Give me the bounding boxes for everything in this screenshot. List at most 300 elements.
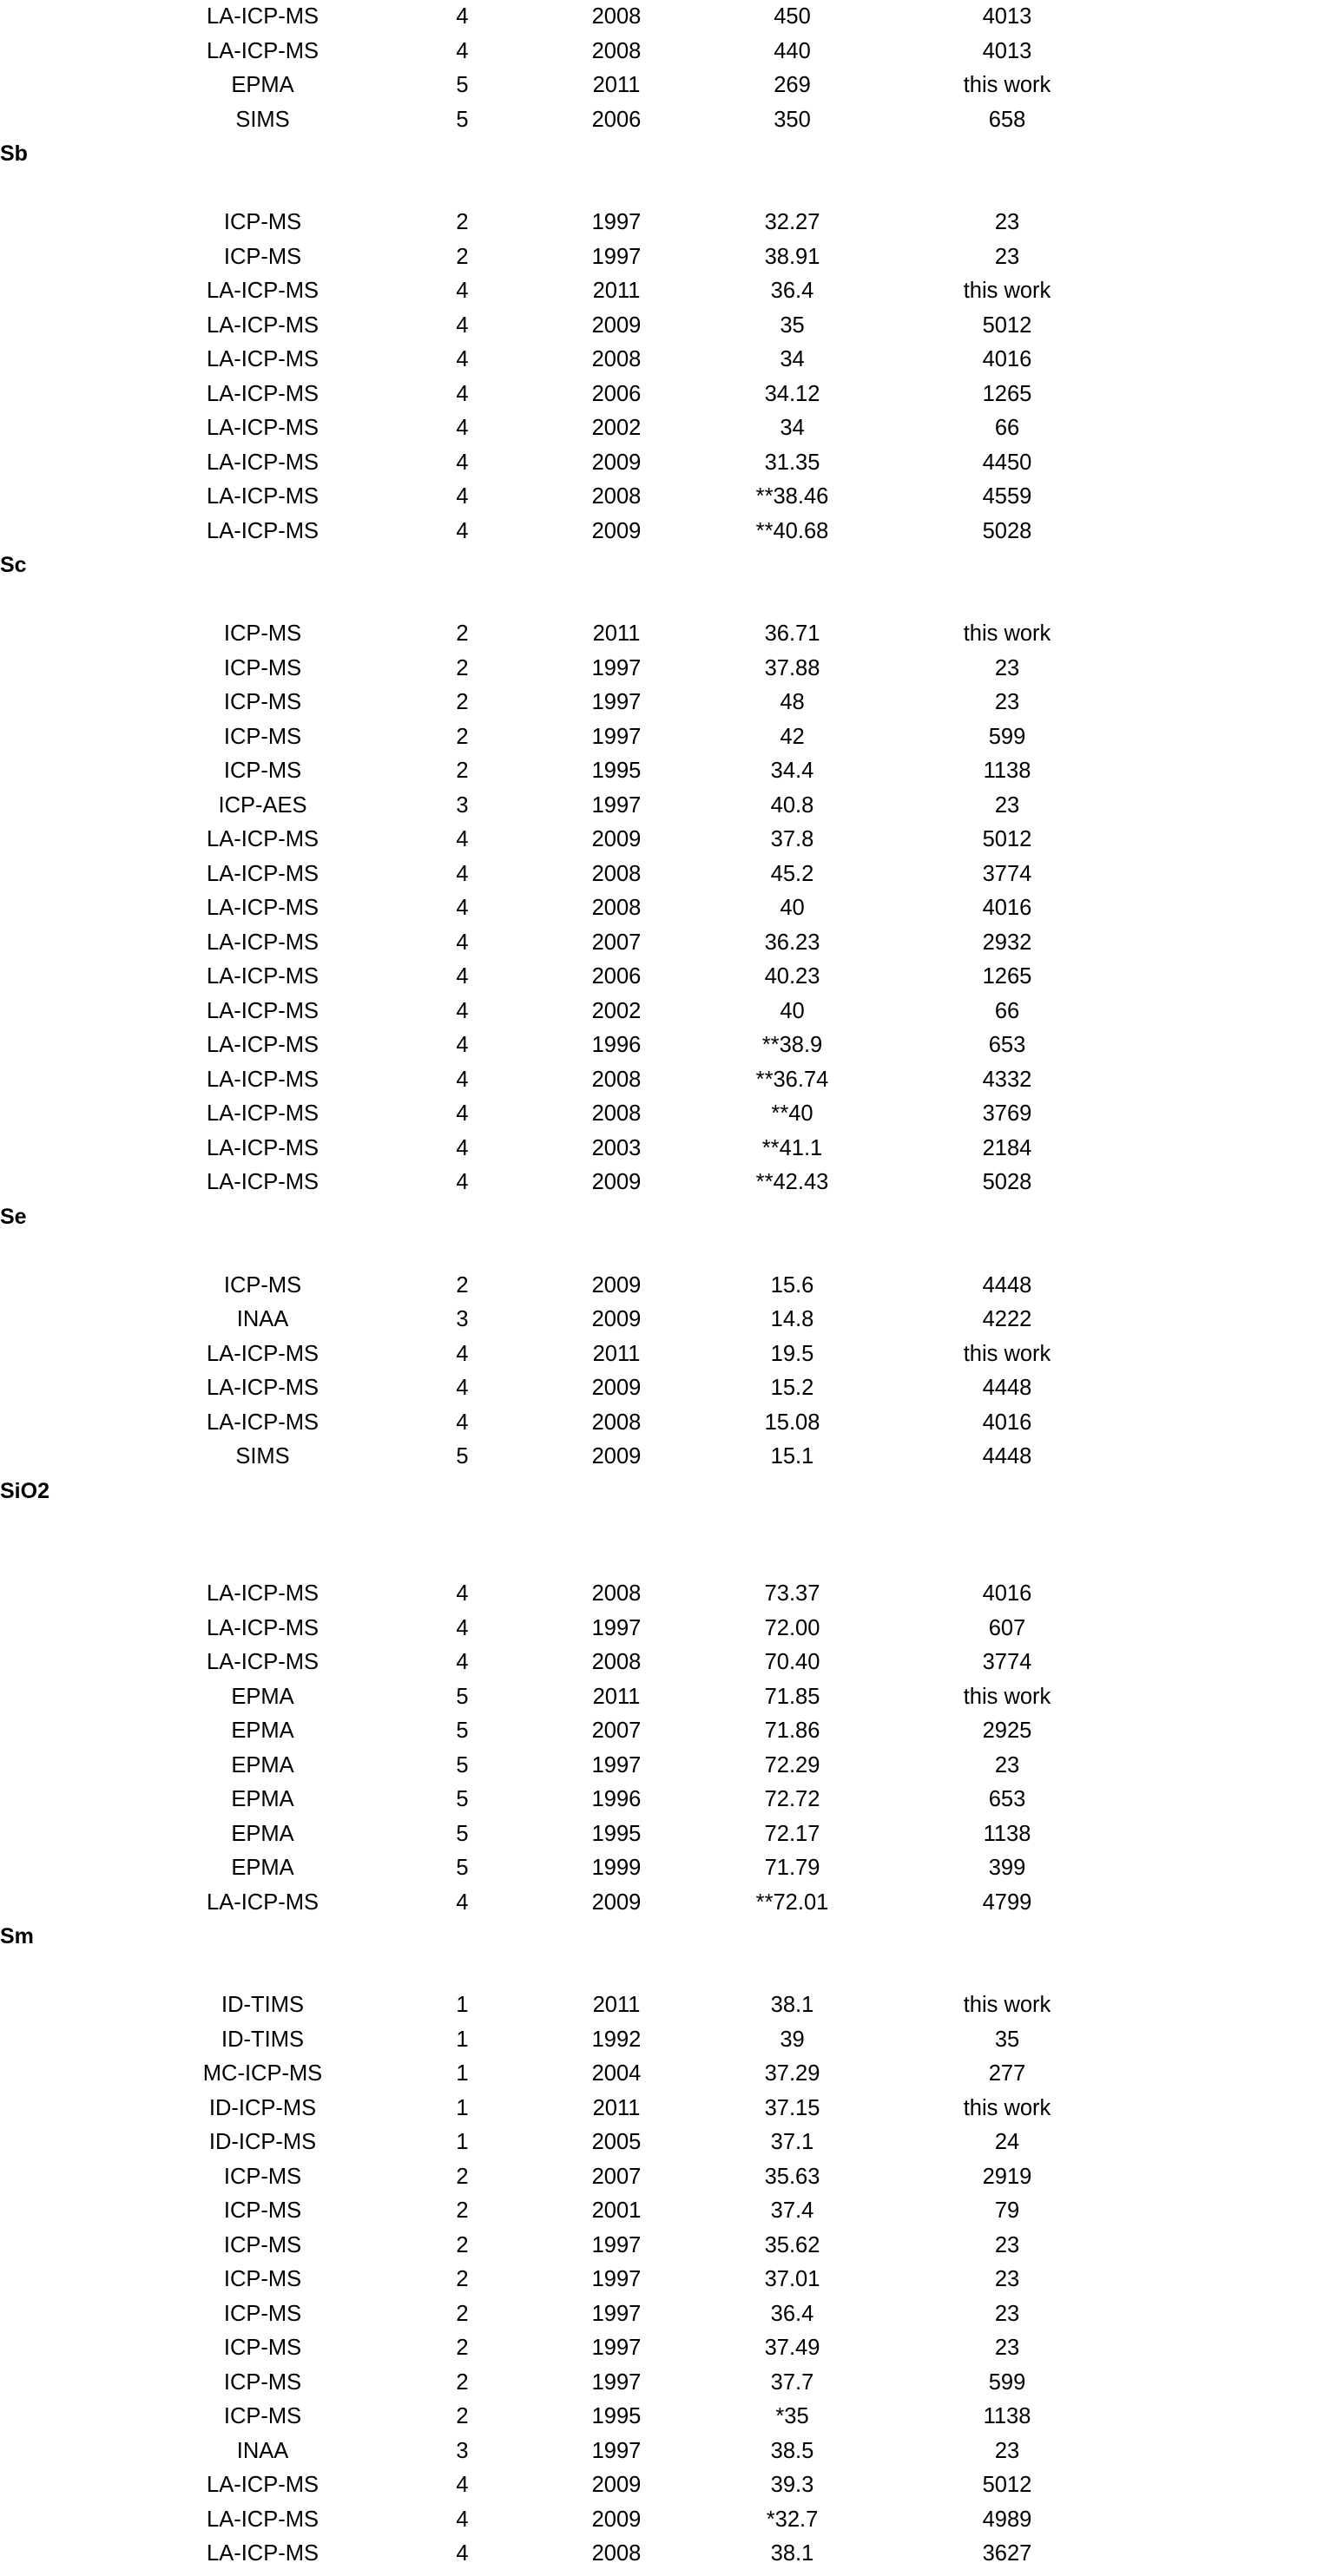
table-row (0, 1063, 1324, 1098)
reference-id (890, 549, 1124, 583)
measured-value: **38.46 (755, 484, 829, 509)
element-symbol (0, 2331, 139, 2366)
measured-value: 40.23 (764, 964, 820, 989)
method-group: 4 (456, 827, 469, 851)
right-margin-cell (1124, 1646, 1324, 1680)
table-row (0, 2126, 1324, 2160)
reference-id: 4332 (982, 1067, 1032, 1092)
method-group: 4 (456, 2473, 469, 2497)
element-symbol (0, 0, 139, 35)
analytical-method (139, 583, 386, 618)
element-symbol (0, 103, 139, 138)
reference-id: 4222 (982, 1307, 1032, 1331)
table-row (0, 2366, 1324, 2401)
method-group: 5 (456, 1718, 469, 1743)
measured-value: **40.68 (755, 518, 829, 543)
publication-year: 1997 (591, 2438, 642, 2463)
publication-year: 2007 (591, 930, 642, 955)
element-symbol (0, 480, 139, 515)
table-row (0, 2092, 1324, 2126)
publication-year: 2008 (591, 896, 642, 920)
analytical-method: LA-ICP-MS (207, 416, 319, 440)
reference-id (890, 1234, 1124, 1269)
reference-id: 4013 (982, 38, 1032, 63)
reference-id: this work (963, 73, 1051, 97)
measured-value: 40 (780, 998, 805, 1023)
table-row (0, 0, 1324, 35)
measured-value: 73.37 (764, 1581, 820, 1606)
analytical-method (139, 137, 386, 172)
element-symbol (0, 515, 139, 549)
reference-id: 399 (988, 1856, 1026, 1880)
analytical-method: LA-ICP-MS (207, 1650, 319, 1674)
method-group (386, 1955, 538, 1989)
right-margin-cell (1124, 2092, 1324, 2126)
measured-value: 34.12 (764, 381, 820, 406)
reference-id: 4448 (982, 1444, 1032, 1469)
analytical-method: ICP-MS (223, 2232, 302, 2257)
element-symbol (0, 2366, 139, 2401)
right-margin-cell (1124, 754, 1324, 789)
analytical-method: INAA (236, 2438, 289, 2463)
right-margin-cell (1124, 1303, 1324, 1337)
right-margin-cell (1124, 0, 1324, 35)
method-group: 4 (456, 1101, 469, 1126)
reference-id: 1265 (982, 381, 1032, 406)
reference-id: 2184 (982, 1135, 1032, 1160)
spacer-row (0, 583, 1324, 618)
table-row (0, 1337, 1324, 1372)
element-symbol (0, 1886, 139, 1921)
right-margin-cell (1124, 2263, 1324, 2297)
method-group: 1 (456, 2095, 469, 2120)
method-group: 4 (456, 1033, 469, 1057)
right-margin-cell (1124, 1543, 1324, 1578)
spacer-row (0, 1543, 1324, 1578)
element-symbol (0, 652, 139, 687)
table-row (0, 1714, 1324, 1749)
table-row (0, 858, 1324, 892)
analytical-method: LA-ICP-MS (207, 1889, 319, 1915)
element-symbol (0, 1406, 139, 1441)
reference-id (890, 1475, 1124, 1509)
right-margin-cell (1124, 652, 1324, 687)
table-row (0, 1440, 1324, 1475)
publication-year (538, 1200, 695, 1235)
element-symbol (0, 1851, 139, 1886)
element-symbol (0, 2229, 139, 2264)
publication-year (538, 1543, 695, 1578)
publication-year: 2005 (591, 2130, 642, 2154)
publication-year: 2004 (591, 2061, 642, 2086)
element-section-header-row (0, 137, 1324, 172)
analytical-method: LA-ICP-MS (207, 2541, 319, 2566)
method-group: 4 (456, 450, 469, 475)
publication-year: 2008 (591, 1581, 642, 1606)
measured-value: 15.08 (764, 1410, 820, 1435)
right-margin-cell (1124, 2194, 1324, 2229)
spacer-row (0, 172, 1324, 207)
element-symbol: Se (0, 1204, 27, 1229)
reference-id: 66 (994, 998, 1020, 1023)
publication-year: 2011 (592, 2095, 641, 2120)
method-group: 4 (456, 2507, 469, 2532)
reference-id: 4559 (982, 484, 1032, 509)
publication-year: 2009 (591, 1444, 642, 1469)
analytical-method (139, 1920, 386, 1955)
publication-year: 2006 (591, 381, 642, 406)
element-symbol (0, 1132, 139, 1166)
measured-value: 31.35 (764, 450, 820, 475)
publication-year: 2001 (591, 2198, 642, 2223)
right-margin-cell (1124, 1988, 1324, 2023)
analytical-method: LA-ICP-MS (207, 896, 319, 920)
publication-year: 1995 (591, 2404, 642, 2428)
right-margin-cell (1124, 2400, 1324, 2435)
analytical-method (139, 549, 386, 583)
reference-id: 5028 (982, 1170, 1032, 1194)
element-symbol (0, 446, 139, 481)
element-symbol (0, 378, 139, 412)
reference-id (890, 1920, 1124, 1955)
measured-value: 37.88 (764, 655, 820, 680)
method-group: 2 (456, 724, 469, 749)
analytical-method: LA-ICP-MS (207, 279, 319, 303)
publication-year: 1997 (591, 655, 642, 680)
measured-value: 38.5 (770, 2438, 814, 2463)
publication-year: 1997 (591, 210, 642, 234)
element-symbol (0, 1749, 139, 1784)
table-row (0, 274, 1324, 309)
table-row (0, 1988, 1324, 2023)
element-symbol (0, 1646, 139, 1680)
method-group: 4 (456, 347, 469, 371)
reference-id: 607 (988, 1615, 1026, 1640)
publication-year: 1992 (591, 2027, 642, 2052)
analytical-method: ID-TIMS (221, 1993, 304, 2017)
right-margin-cell (1124, 1269, 1324, 1304)
right-margin-cell (1124, 2366, 1324, 2401)
measured-value: 39.3 (770, 2473, 814, 2497)
reference-id: 5012 (982, 312, 1032, 338)
right-margin-cell (1124, 309, 1324, 344)
measured-value: 36.71 (764, 621, 820, 646)
table-row (0, 789, 1324, 824)
reference-id (890, 172, 1124, 207)
measured-value: 71.79 (764, 1856, 820, 1880)
element-symbol (0, 1988, 139, 2023)
measured-value (695, 1955, 890, 1989)
analytical-method: LA-ICP-MS (207, 38, 319, 63)
table-row (0, 2160, 1324, 2195)
publication-year: 1995 (591, 1821, 642, 1846)
reference-id: 5012 (982, 2473, 1032, 2497)
reference-id: 3774 (982, 1650, 1032, 1674)
analytical-method: LA-ICP-MS (207, 1376, 319, 1400)
table-row (0, 1646, 1324, 1680)
reference-id: 23 (994, 2267, 1020, 2291)
table-row (0, 1166, 1324, 1200)
right-margin-cell (1124, 1200, 1324, 1235)
right-margin-cell (1124, 103, 1324, 138)
table-row (0, 686, 1324, 720)
right-margin-cell (1124, 1577, 1324, 1612)
method-group: 5 (456, 73, 469, 97)
element-symbol (0, 960, 139, 995)
table-row (0, 1886, 1324, 1921)
measured-value (695, 1200, 890, 1235)
table-row (0, 69, 1324, 103)
analytical-method: ICP-MS (223, 1272, 302, 1298)
analytical-method (139, 1543, 386, 1578)
reference-id (890, 137, 1124, 172)
reference-id: 1138 (983, 759, 1031, 783)
analytical-method: ICP-AES (218, 792, 307, 818)
reference-id (890, 1200, 1124, 1235)
right-margin-cell (1124, 411, 1324, 446)
analytical-method: EPMA (231, 1752, 294, 1778)
reference-id: 4448 (982, 1272, 1032, 1298)
measured-value: 72.00 (764, 1615, 820, 1640)
analytical-method: LA-ICP-MS (207, 312, 319, 338)
analytical-method: LA-ICP-MS (207, 827, 319, 851)
table-row (0, 2229, 1324, 2264)
publication-year: 1996 (591, 1787, 642, 1811)
table-row (0, 1817, 1324, 1852)
analytical-method: ICP-MS (223, 2198, 302, 2223)
reference-id (890, 1543, 1124, 1578)
reference-id: 23 (994, 2336, 1020, 2360)
right-margin-cell (1124, 1955, 1324, 1989)
right-margin-cell (1124, 69, 1324, 103)
reference-id: 658 (988, 107, 1026, 132)
reference-id (890, 583, 1124, 618)
analytical-method: LA-ICP-MS (207, 4, 319, 29)
publication-year: 2011 (592, 1684, 641, 1709)
right-margin-cell (1124, 2057, 1324, 2092)
table-row (0, 1303, 1324, 1337)
table-row (0, 1680, 1324, 1715)
measured-value: **42.43 (755, 1170, 829, 1194)
element-section-header-row (0, 549, 1324, 583)
analytical-method: LA-ICP-MS (207, 484, 319, 509)
publication-year (538, 1508, 695, 1543)
measured-value: *32.7 (766, 2507, 819, 2532)
spacer-row (0, 1234, 1324, 1269)
measured-value: 35.63 (764, 2164, 820, 2189)
table-row (0, 411, 1324, 446)
analytical-method: ICP-MS (223, 2404, 302, 2428)
analytical-method: LA-ICP-MS (207, 1135, 319, 1160)
reference-id: 23 (994, 1752, 1020, 1778)
element-symbol (0, 1166, 139, 1200)
method-group: 4 (456, 2541, 469, 2566)
reference-id: this work (963, 1993, 1051, 2017)
right-margin-cell (1124, 1817, 1324, 1852)
method-group: 1 (456, 2130, 469, 2154)
analytical-method (139, 1955, 386, 1989)
table-row (0, 754, 1324, 789)
right-margin-cell (1124, 823, 1324, 858)
publication-year: 2009 (591, 827, 642, 851)
table-row (0, 617, 1324, 652)
publication-year: 2008 (591, 38, 642, 63)
element-symbol (0, 2194, 139, 2229)
method-group: 4 (456, 484, 469, 509)
publication-year: 2008 (591, 1410, 642, 1435)
publication-year: 2008 (591, 1101, 642, 1126)
table-row (0, 2468, 1324, 2503)
element-symbol (0, 617, 139, 652)
method-group: 4 (456, 1170, 469, 1194)
measured-value: 71.85 (764, 1684, 820, 1709)
measured-value: 37.1 (770, 2130, 814, 2154)
analytical-method: ICP-MS (223, 244, 302, 269)
analytical-method: LA-ICP-MS (207, 1615, 319, 1640)
measured-value: 37.8 (770, 827, 814, 851)
element-symbol (0, 2435, 139, 2469)
table-row (0, 309, 1324, 344)
analytical-method: ICP-MS (223, 2267, 302, 2291)
publication-year: 2009 (591, 1272, 642, 1298)
right-margin-cell (1124, 1028, 1324, 1063)
measured-value: 71.86 (764, 1718, 820, 1743)
analytical-method: LA-ICP-MS (207, 381, 319, 406)
element-symbol (0, 1371, 139, 1406)
reference-id: 653 (988, 1033, 1026, 1057)
publication-year (538, 549, 695, 583)
method-group: 4 (456, 964, 469, 989)
reference-id: 599 (988, 2369, 1026, 2395)
publication-year: 1997 (591, 244, 642, 269)
method-group: 4 (456, 1615, 469, 1640)
method-group: 2 (456, 690, 469, 714)
measured-value: 38.1 (770, 1993, 814, 2017)
reference-id: 23 (994, 2232, 1020, 2257)
right-margin-cell (1124, 480, 1324, 515)
measured-value: 72.17 (764, 1821, 820, 1846)
table-row (0, 2057, 1324, 2092)
publication-year: 2008 (591, 2541, 642, 2566)
method-group: 5 (456, 1752, 469, 1778)
publication-year: 2008 (591, 347, 642, 371)
right-margin-cell (1124, 1886, 1324, 1921)
publication-year: 2008 (591, 484, 642, 509)
measured-value: 72.72 (764, 1787, 820, 1811)
publication-year: 1997 (591, 2369, 642, 2395)
analytical-method (139, 1475, 386, 1509)
table-row (0, 2400, 1324, 2435)
right-margin-cell (1124, 35, 1324, 69)
table-row (0, 103, 1324, 138)
element-symbol (0, 1543, 139, 1578)
measured-value: 269 (774, 73, 811, 97)
analytical-method: EPMA (231, 1718, 294, 1743)
analytical-method: LA-ICP-MS (207, 1033, 319, 1057)
right-margin-cell (1124, 1097, 1324, 1132)
publication-year: 1997 (591, 690, 642, 714)
method-group: 1 (456, 2061, 469, 2086)
reference-id: 4016 (982, 347, 1032, 371)
reference-id: 4016 (982, 1410, 1032, 1435)
element-symbol (0, 411, 139, 446)
element-symbol (0, 172, 139, 207)
right-margin-cell (1124, 720, 1324, 755)
method-group: 2 (456, 2404, 469, 2428)
reference-id: 23 (994, 2301, 1020, 2326)
method-group: 2 (456, 759, 469, 783)
table-row (0, 1783, 1324, 1817)
measured-value: 450 (774, 4, 811, 29)
table-row (0, 960, 1324, 995)
right-margin-cell (1124, 206, 1324, 240)
element-symbol (0, 1817, 139, 1852)
publication-year (538, 1955, 695, 1989)
element-symbol (0, 1063, 139, 1098)
element-symbol (0, 1440, 139, 1475)
right-margin-cell (1124, 789, 1324, 824)
element-section-header-row (0, 1200, 1324, 1235)
reference-id: 3774 (982, 861, 1032, 886)
table-row (0, 823, 1324, 858)
analytical-method: EPMA (231, 73, 294, 97)
reference-id: 23 (994, 244, 1020, 269)
right-margin-cell (1124, 1475, 1324, 1509)
analytical-method: ID-ICP-MS (208, 2130, 317, 2154)
element-symbol (0, 2297, 139, 2332)
measured-value: 70.40 (764, 1650, 820, 1674)
measured-value: 15.6 (770, 1272, 814, 1298)
publication-year: 2008 (591, 1067, 642, 1092)
right-margin-cell (1124, 1371, 1324, 1406)
reference-id: this work (963, 1684, 1051, 1709)
publication-year: 2009 (591, 518, 642, 543)
measured-value: 40.8 (770, 792, 814, 818)
right-margin-cell (1124, 583, 1324, 618)
analytical-method: ICP-MS (223, 210, 302, 234)
method-group (386, 1475, 538, 1509)
table-row (0, 378, 1324, 412)
publication-year: 2006 (591, 964, 642, 989)
method-group (386, 1920, 538, 1955)
table-row (0, 1269, 1324, 1304)
element-symbol (0, 720, 139, 755)
analytical-method: LA-ICP-MS (207, 1067, 319, 1092)
measured-value (695, 1920, 890, 1955)
method-group: 4 (456, 861, 469, 886)
element-symbol (0, 1783, 139, 1817)
element-symbol (0, 1612, 139, 1646)
method-group: 2 (456, 244, 469, 269)
analytical-method: ID-ICP-MS (208, 2095, 317, 2120)
method-group: 4 (456, 930, 469, 955)
reference-id: 1265 (982, 964, 1032, 989)
method-group: 5 (456, 1856, 469, 1880)
table-row (0, 2194, 1324, 2229)
publication-year: 2009 (591, 2507, 642, 2532)
measured-value: 14.8 (770, 1307, 814, 1331)
measured-value (695, 137, 890, 172)
method-group (386, 1543, 538, 1578)
method-group: 4 (456, 416, 469, 440)
publication-year: 2011 (592, 279, 641, 303)
element-symbol: Sc (0, 553, 27, 578)
table-row (0, 891, 1324, 926)
right-margin-cell (1124, 2023, 1324, 2058)
method-group: 4 (456, 1135, 469, 1160)
right-margin-cell (1124, 1749, 1324, 1784)
analytical-method: EPMA (231, 1684, 294, 1709)
